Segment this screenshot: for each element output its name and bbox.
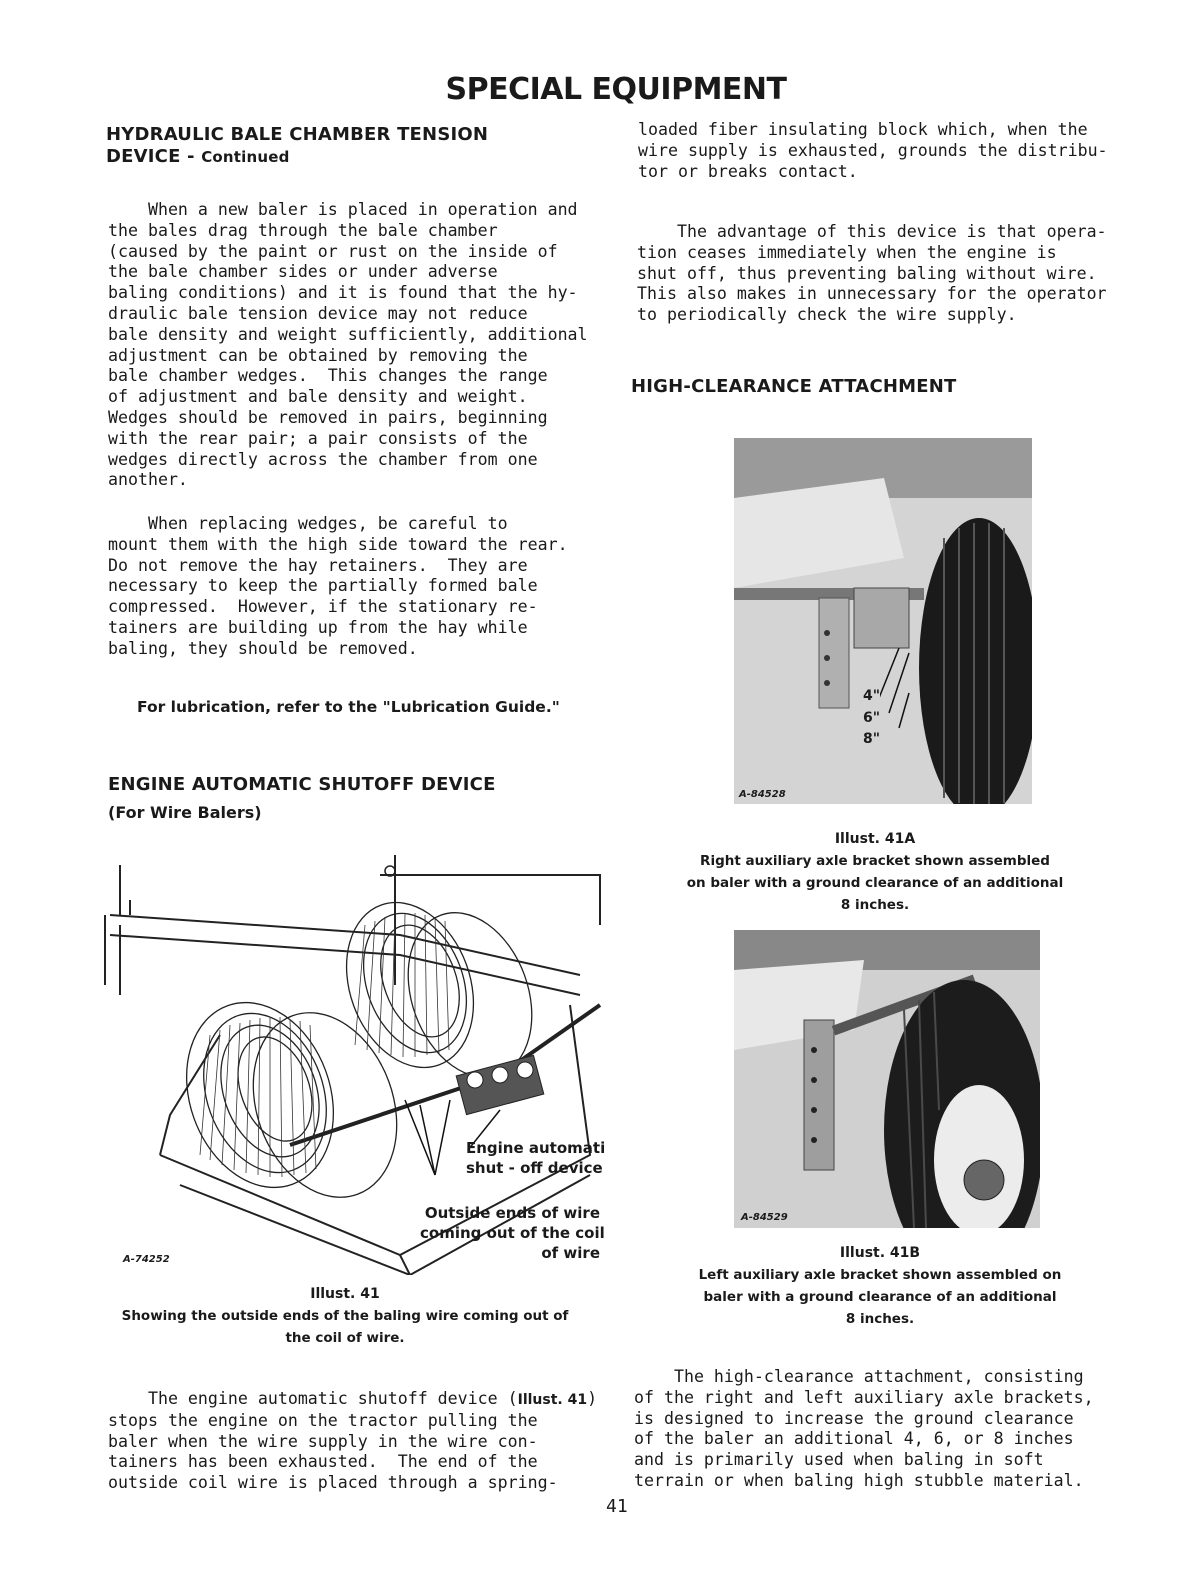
right-bracket-4in-label: 4": [863, 688, 881, 704]
illust41a-caption-title: Illust. 41A: [834, 831, 916, 847]
right-axle-bracket-photo: [734, 438, 1032, 804]
illust41-figure-id: A-74252: [123, 1254, 170, 1265]
illust41-reference: Illust. 41: [517, 1392, 588, 1408]
illust41-caption-text: Showing the outside ends of the baling wire coming out of the coil of wire.: [121, 1308, 569, 1346]
bale-tension-heading-main: DEVICE -: [106, 146, 202, 167]
left-axle-bracket-drawing: [734, 930, 1040, 1228]
advantage-paragraph: The advantage of this device is that opera- tion ceases immediately when the engine is shut off, thus preventing baling without wire. This also makes in unnecessary for the operator to periodically check the wire supply.: [637, 222, 1107, 325]
continued-label: Continued: [201, 148, 290, 166]
outside-wire-ends-label: Outside ends of wire coming out of the coil of wire: [420, 1204, 605, 1262]
left-axle-bracket-photo: [734, 930, 1040, 1228]
illust41b-caption: [665, 1242, 1095, 1330]
bale-wedges-paragraph: When a new baler is placed in operation and the bales drag through the bale chamber (caused by the paint or rust on the inside of the bale chamber sides or under adverse baling conditions) and it is found that the hy- draulic bale tension device may not reduce bale density and weight sufficiently, additional adjustment can be obtained by removing the bale chamber wedges. This changes the range of adjustment and bale density and weight. Wedges should be removed in pairs, beginning with the rear pair; a pair consists of the wedges directly across the chamber from one another.: [108, 200, 588, 490]
bale-tension-heading-line2: [106, 146, 488, 168]
illust41a-figure-id: A-84528: [739, 789, 786, 800]
illust41a-caption-text: Right auxiliary axle bracket shown assembled on baler with a ground clearance of an additional 8 inches.: [686, 853, 1064, 913]
illust41b-caption-text: Left auxiliary axle bracket shown assembled on baler with a ground clearance of an additional 8 inches.: [698, 1267, 1062, 1327]
illust41a-caption: [660, 828, 1090, 916]
insulating-block-paragraph: loaded fiber insulating block which, when the wire supply is exhausted, grounds the distribu- tor or breaks contact.: [638, 120, 1108, 181]
engine-shutoff-para-start: The engine automatic shutoff device (: [108, 1389, 518, 1408]
engine-shutoff-para-paren: ): [587, 1389, 598, 1408]
bale-tension-heading: [106, 124, 488, 168]
illust41-caption-title: Illust. 41: [310, 1286, 380, 1302]
right-axle-bracket-drawing: [734, 438, 1032, 804]
engine-shutoff-para-rest: stops the engine on the tractor pulling the baler when the wire supply in the wire con- tainers has been exhausted. The end of the outside coil wire is placed through a spring-: [108, 1410, 558, 1493]
lubrication-note: For lubrication, refer to the "Lubrication Guide.": [137, 698, 560, 716]
engine-shutoff-para-line1: [108, 1389, 597, 1411]
illust41b-caption-title: Illust. 41B: [839, 1245, 921, 1261]
right-bracket-8in-label: 8": [863, 731, 881, 747]
right-bracket-6in-label: 6": [863, 710, 881, 726]
bale-tension-heading-line1: HYDRAULIC BALE CHAMBER TENSION: [106, 124, 489, 145]
illust41-caption: [100, 1283, 590, 1349]
engine-shutoff-subheading: (For Wire Balers): [108, 803, 262, 822]
section-title: SPECIAL EQUIPMENT: [445, 72, 787, 107]
high-clearance-paragraph: The high-clearance attachment, consisting of the right and left auxiliary axle brackets, is designed to increase the ground clearance of the baler an additional 4, 6, or 8 inches and is primarily used when baling in soft terrain or when baling high stubble material.: [634, 1367, 1094, 1490]
engine-shutoff-device-label: Engine automati shut - off device: [466, 1139, 606, 1177]
engine-shutoff-paragraph: [108, 1389, 597, 1494]
replacing-wedges-paragraph: When replacing wedges, be careful to mount them with the high side toward the rear. Do not remove the hay retainers. They are necessary to keep the partially formed bale compressed. However, if the stationary re- tainers are building up from the hay while baling, they should be removed.: [108, 514, 568, 658]
illust41b-figure-id: A-84529: [741, 1212, 788, 1223]
page-number: 41: [606, 1496, 628, 1517]
engine-shutoff-heading: ENGINE AUTOMATIC SHUTOFF DEVICE: [108, 774, 496, 795]
high-clearance-heading: HIGH-CLEARANCE ATTACHMENT: [631, 376, 957, 397]
